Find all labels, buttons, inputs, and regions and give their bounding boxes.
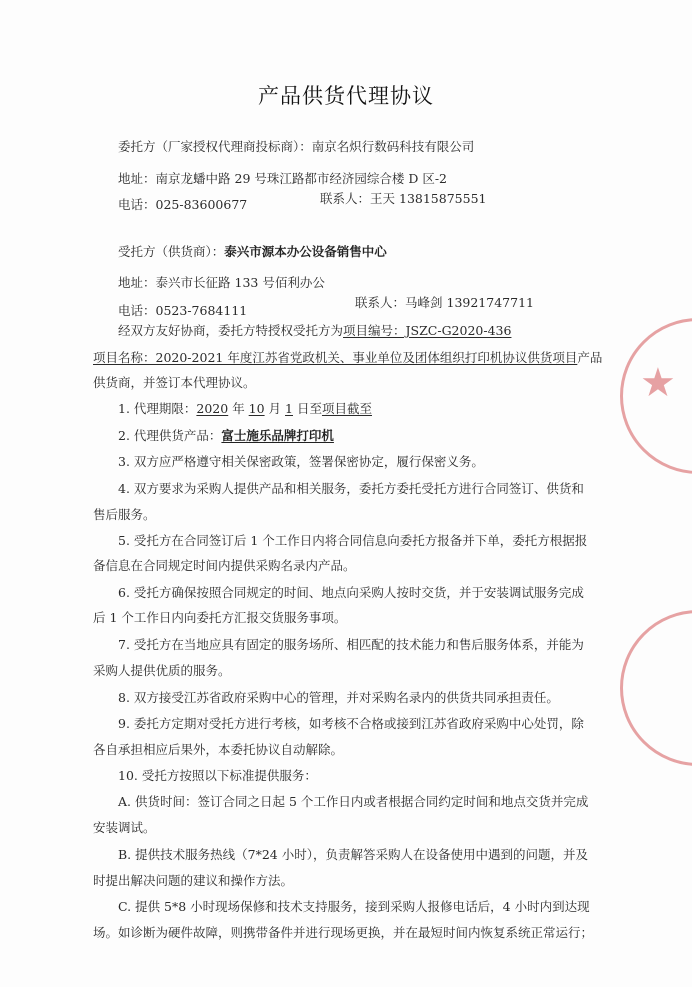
principal-contact-line	[320, 190, 486, 207]
clause-5-line-2: 备信息在合同规定时间内提供采购名录内产品。	[93, 558, 356, 573]
clause-A-line-2: 安装调试。	[93, 820, 156, 835]
term-end: 项目截至	[321, 401, 372, 416]
term-month: 10	[248, 401, 265, 416]
agent-address-label: 地址：	[118, 275, 156, 290]
intro-line-1	[118, 322, 511, 339]
clause-1	[118, 400, 372, 417]
agent-phone-line	[118, 302, 247, 319]
project-name: 项目名称：2020-2021 年度江苏省党政机关、事业单位及团体组织打印机协议供货项目	[93, 350, 578, 365]
seal-star-icon: ★	[640, 360, 676, 406]
company-seal-2	[620, 610, 692, 766]
intro-text: 经双方友好协商，委托方特授权受托方为	[118, 323, 344, 338]
clause-10: 10. 受托方按照以下标准提供服务：	[118, 768, 317, 783]
principal-label: 委托方（厂家授权代理商投标商）：	[118, 139, 312, 154]
agent-contact-label: 联系人：	[355, 295, 406, 310]
clause-3: 3. 双方应严格遵守相关保密政策，签署保密协定，履行保密义务。	[118, 454, 484, 469]
agent-address: 泰兴市长征路 133 号佰利办公	[155, 275, 325, 290]
clause-6-line-2: 后 1 个工作日内向委托方汇报交货服务事项。	[93, 610, 347, 625]
agent-name: 泰兴市源本办公设备销售中心	[224, 244, 387, 259]
intro-line-3: 供货商，并签订本代理协议。	[93, 375, 256, 390]
clause-2	[118, 427, 334, 444]
principal-name: 南京名炽行数码科技有限公司	[311, 139, 475, 154]
principal-contact-label: 联系人：	[320, 191, 371, 206]
principal-phone: 025-83600677	[155, 197, 248, 212]
agent-contact-line	[355, 294, 534, 311]
term-year: 2020	[196, 401, 229, 416]
product-name: 富士施乐品牌打印机	[221, 428, 334, 443]
principal-address-label: 地址：	[118, 171, 156, 186]
clause-9-line-1: 9. 委托方定期对受托方进行考核，如考核不合格或接到江苏省政府采购中心处罚，除	[118, 716, 584, 731]
clause-4-line-1: 4. 双方要求为采购人提供产品和相关服务，委托方委托受托方进行合同签订、供货和	[118, 481, 584, 496]
term-sep: 月	[264, 401, 286, 416]
clause-8: 8. 双方接受江苏省政府采购中心的管理，并对采购名录内的供货共同承担责任。	[118, 690, 559, 705]
agent-address-line	[118, 274, 325, 291]
agent-label: 受托方（供货商）：	[118, 244, 225, 259]
clause-2-label: 2. 代理供货产品：	[118, 428, 222, 443]
clause-7-line-1: 7. 受托方在当地应具有固定的服务场所、相匹配的技术能力和售后服务体系，并能为	[118, 637, 584, 652]
clause-C-line-1: C. 提供 5*8 小时现场保修和技术支持服务，接到采购人报修电话后，4 小时内到达现	[118, 899, 590, 914]
principal-line	[118, 138, 474, 155]
term-sep: 年	[228, 401, 249, 416]
project-number: 项目编号：JSZC-G2020-436	[343, 323, 512, 338]
term-sep: 日至	[292, 401, 322, 416]
clause-7-line-2: 采购人提供优质的服务。	[93, 663, 231, 678]
clause-6-line-1: 6. 受托方确保按照合同规定的时间、地点向采购人按时交货，并于安装调试服务完成	[118, 585, 584, 600]
clause-5-line-1: 5. 受托方在合同签订后 1 个工作日内将合同信息向委托方报备并下单，委托方根据报	[118, 533, 588, 548]
agent-phone: 0523-7684111	[155, 303, 248, 318]
principal-address-line	[118, 170, 447, 187]
clause-1-label: 1. 代理期限：	[118, 401, 197, 416]
clause-A-line-1: A. 供货时间：签订合同之日起 5 个工作日内或者根据合同约定时间和地点交货并完成	[118, 794, 589, 809]
clause-B-line-1: B. 提供技术服务热线（7*24 小时），负责解答采购人在设备使用中遇到的问题，并及	[118, 847, 588, 862]
clause-C-line-2: 场。如诊断为硬件故障，则携带备件并进行现场更换，并在最短时间内恢复系统正常运行；	[93, 925, 594, 940]
clause-B-line-2: 时提出解决问题的建议和操作方法。	[93, 873, 294, 888]
principal-phone-label: 电话：	[118, 197, 156, 212]
clause-4-line-2: 售后服务。	[93, 507, 156, 522]
principal-address: 南京龙蟠中路 29 号珠江路都市经济园综合楼 D 区-2	[155, 171, 448, 186]
principal-phone-line	[118, 196, 247, 213]
document-title: 产品供货代理协议	[258, 84, 434, 108]
term-day: 1	[285, 401, 293, 416]
principal-contact: 王天 13815875551	[370, 191, 487, 206]
intro-line-2	[93, 349, 602, 366]
agent-phone-label: 电话：	[118, 303, 156, 318]
intro-text-2: 产品	[577, 350, 603, 365]
clause-9-line-2: 各自承担相应后果外，本委托协议自动解除。	[93, 742, 344, 757]
agent-contact: 马峰剑 13921747711	[405, 295, 534, 310]
agent-line	[118, 243, 387, 260]
